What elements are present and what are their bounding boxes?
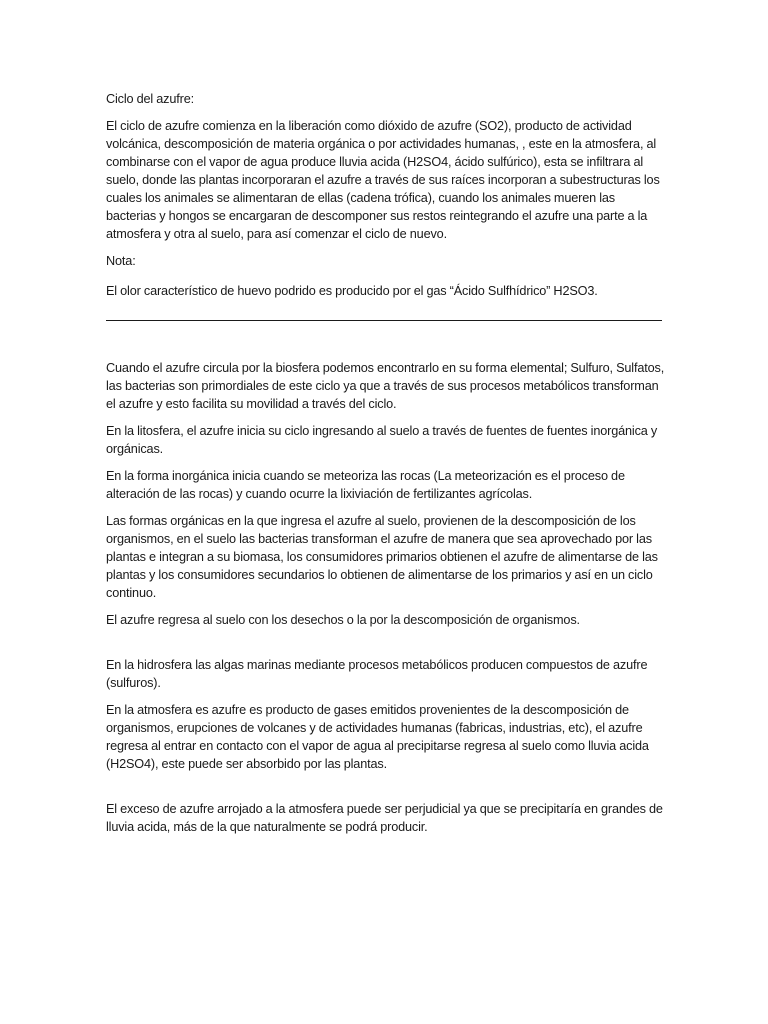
note-label: Nota: (106, 254, 136, 268)
intro-paragraph: El ciclo de azufre comienza en la liberación como dióxido de azufre (SO2), producto de actividad volcánica, descomposición de materia orgánica o por actividades humanas, , este en la atmosfera, al combinarse con el vapor de agua produce lluvia acida (H2SO4, ácido sulfúrico), esta se infiltrara al suelo, donde las plantas incorporaran el azufre a través de sus raíces incorporan a subestructuras los cuales los animales se alimentaran de ellas (cadena trófica), cuando los animales mueren las bacterias y hongos se encargaran de descomponer sus restos reintegrando el azufre una parte a la atmosfera y otra al suelo, para así comenzar el ciclo de nuevo. (106, 119, 660, 241)
paragraph-organica: Las formas orgánicas en la que ingresa el azufre al suelo, provienen de la descomposición de los organismos, en el suelo las bacterias transforman el azufre de manera que sea aprovechado por las plantas e integran a su biomasa, los consumidores primarios obtienen el azufre de alimentarse de las plantas y los consumidores secundarios lo obtienen de alimentarse de los primarios y así en un ciclo continuo. (106, 514, 658, 600)
note-text: El olor característico de huevo podrido es producido por el gas “Ácido Sulfhídrico” H2SO3. (106, 284, 598, 298)
paragraph-hidrosfera: En la hidrosfera las algas marinas mediante procesos metabólicos producen compuestos de azufre (sulfuros). (106, 658, 648, 690)
horizontal-divider (106, 320, 662, 321)
paragraph-litosfera: En la litosfera, el azufre inicia su ciclo ingresando al suelo a través de fuentes de fuentes inorgánica y orgánicas. (106, 424, 658, 456)
paragraph-biosfera: Cuando el azufre circula por la biosfera podemos encontrarlo en su forma elemental; Sulfuro, Sulfatos, las bacterias son primordiales de este ciclo ya que a través de sus procesos metabólicos transforman el azufre y esto facilita su movilidad a través del ciclo. (106, 361, 665, 411)
paragraph-regreso-suelo: El azufre regresa al suelo con los desechos o la por la descomposición de organismos. (106, 613, 580, 627)
paragraph-exceso: El exceso de azufre arrojado a la atmosfera puede ser perjudicial ya que se precipitaría en grandes de lluvia acida, más de la que naturalmente se podrá producir. (106, 802, 663, 834)
paragraph-atmosfera: En la atmosfera es azufre es producto de gases emitidos provenientes de la descomposición de organismos, erupciones de volcanes y de actividades humanas (fabricas, industrias, etc), el azufre regresa al entrar en contacto con el vapor de agua al precipitarse regresa al suelo como lluvia acida (H2SO4), este puede ser absorbido por las plantas. (106, 703, 649, 771)
document-body (106, 90, 666, 836)
paragraph-inorganica: En la forma inorgánica inicia cuando se meteoriza las rocas (La meteorización es el proceso de alteración de las rocas) y cuando ocurre la lixiviación de fertilizantes agrícolas. (106, 469, 625, 501)
document-title: Ciclo del azufre: (106, 92, 195, 106)
